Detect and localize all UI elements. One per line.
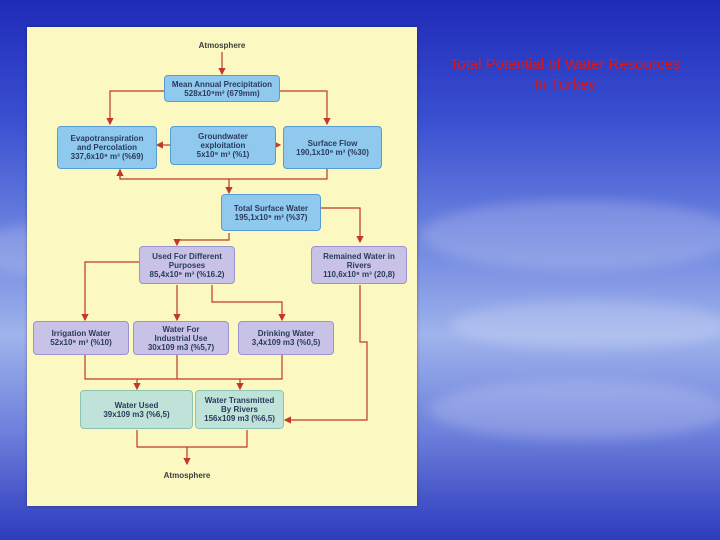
different-purposes-line3: 85,4x10⁹ m³ (%16.2) (149, 269, 225, 279)
slide-title-line2: In Turkey (534, 76, 596, 93)
slide-title-line1: Total Potential of Water Resources (449, 56, 681, 73)
arrow-precipitation-surface (280, 91, 327, 124)
atmosphere-bottom-text: Atmosphere (163, 470, 211, 480)
drinking-line2: 3,4x109 m3 (%0,5) (251, 338, 321, 347)
groundwater-line1: Groundwater (198, 132, 248, 141)
atmosphere-bottom-label (147, 468, 227, 482)
drinking-line1: Drinking Water (257, 329, 315, 338)
industrial-line2: Industrial Use (154, 333, 208, 343)
precipitation-line2: 528x10⁹m³ (679mm) (184, 88, 260, 98)
slide-title (410, 55, 720, 95)
surface-flow-line2: 190,1x10⁹ m³ (%30) (296, 147, 369, 157)
evapotranspiration-box (57, 126, 157, 169)
transmitted-line2: By Rivers (221, 405, 258, 414)
remained-line1: Remained Water in (323, 251, 395, 261)
groundwater-line2: exploitation (200, 141, 246, 150)
transmitted-line1: Water Transmitted (204, 396, 275, 405)
atmosphere-top-text: Atmosphere (198, 40, 246, 50)
background-cloud (430, 380, 720, 440)
atmosphere-top-label (182, 38, 262, 52)
evapotranspiration-line2: and Percolation (76, 143, 137, 152)
irrigation-water-box (33, 321, 129, 355)
remained-line3: 110,6x10⁹ m³ (20,8) (323, 269, 395, 279)
irrigation-line2: 52x10⁹ m³ (%10) (50, 338, 112, 347)
industrial-line1: Water For (162, 324, 200, 334)
remained-line2: Rivers (346, 260, 372, 270)
different-purposes-box (139, 246, 235, 284)
total-surface-water-box (221, 194, 321, 231)
different-purposes-line2: Purposes (168, 260, 206, 270)
background-cloud (420, 200, 720, 270)
surface-flow-box (283, 126, 382, 169)
arrow-users-collector (85, 355, 282, 379)
water-resources-diagram (27, 27, 417, 506)
precipitation-line1: Mean Annual Precipitation (171, 79, 273, 89)
surface-flow-line1: Surface Flow (307, 138, 358, 148)
background-cloud (450, 300, 720, 350)
arrow-purposes-irrigation (85, 262, 145, 320)
irrigation-line1: Irrigation Water (51, 329, 111, 338)
drinking-water-box (238, 321, 334, 355)
arrow-used-atmosphere (137, 430, 247, 447)
total-surface-line1: Total Surface Water (233, 203, 309, 213)
water-transmitted-box (195, 390, 284, 429)
transmitted-line3: 156x109 m3 (%6,5) (204, 414, 275, 423)
arrow-collector (120, 169, 327, 179)
remained-water-box (311, 246, 407, 284)
arrow-total-purposes (177, 233, 229, 245)
arrow-precipitation-evapo (110, 91, 164, 124)
groundwater-line3: 5x10⁹ m³ (%1) (196, 150, 250, 159)
total-surface-line2: 195,1x10⁹ m³ (%37) (234, 212, 308, 222)
evapotranspiration-line1: Evapotranspiration (70, 134, 144, 143)
industrial-line3: 30x109 m3 (%5,7) (147, 342, 215, 352)
different-purposes-line1: Used For Different (152, 251, 222, 261)
groundwater-box (170, 126, 276, 165)
industrial-water-box (133, 321, 229, 355)
precipitation-box (164, 75, 280, 102)
arrow-purposes-drinking (212, 285, 282, 320)
water-used-line1: Water Used (114, 400, 159, 410)
water-used-box (80, 390, 193, 429)
evapotranspiration-line3: 337,6x10⁹ m³ (%69) (70, 152, 144, 161)
water-used-line2: 39x109 m3 (%6,5) (103, 409, 170, 419)
